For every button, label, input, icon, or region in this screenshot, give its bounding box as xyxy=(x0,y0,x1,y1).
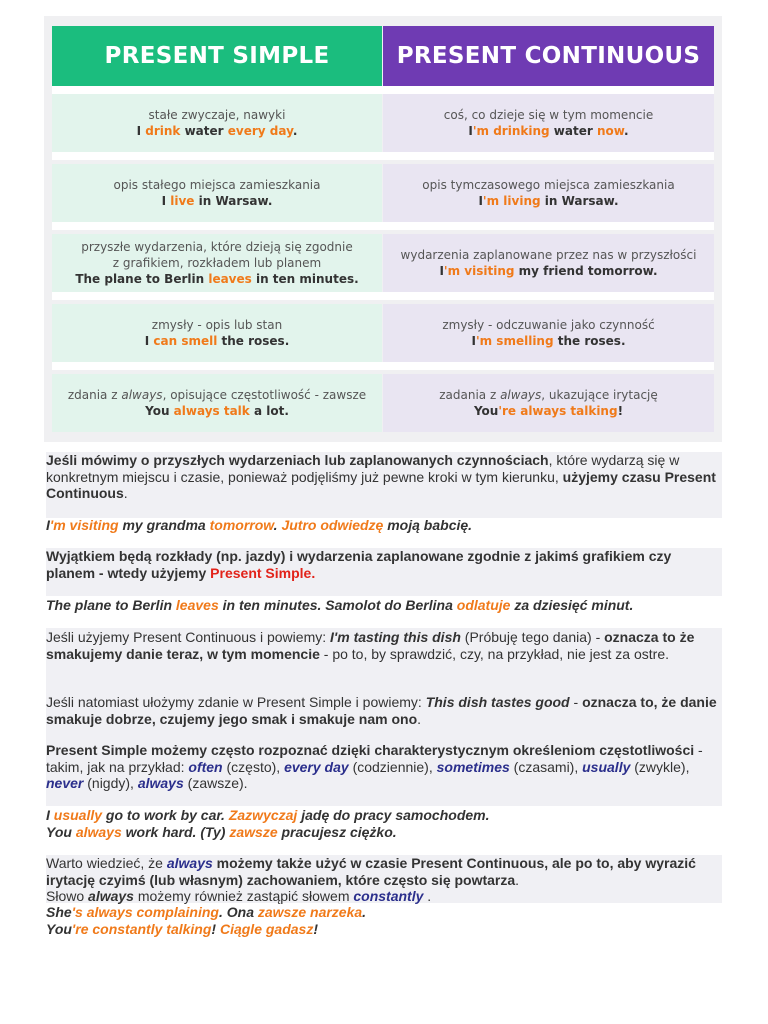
row-separator xyxy=(52,86,714,94)
cell-example: I drink water every day. xyxy=(136,124,298,138)
example-always: You always work hard. (Ty) zawsze pracujesz ciężko. xyxy=(46,823,397,840)
table-cell-continuous xyxy=(383,164,714,222)
cell-description: zadania z always, ukazujące irytację xyxy=(439,388,658,402)
example-plane-berlin: The plane to Berlin leaves in ten minutes. Samolot do Berlina odlatuje za dziesięć minut. xyxy=(46,597,634,613)
table-cell-continuous xyxy=(383,374,714,432)
example-complaining-talking xyxy=(46,904,722,937)
cell-example: I'm visiting my friend tomorrow. xyxy=(439,264,658,278)
tense-comparison-table xyxy=(44,16,722,442)
table-cell-simple xyxy=(52,164,382,222)
paragraph-frequency-adverbs: Present Simple możemy często rozpoznać dzięki charakterystycznym określeniom częstotliwości - takim, jak na przykład: often (często), every day (codziennie), sometimes (czasami), usually (zwykle), never (nigdy), always (zawsze). xyxy=(46,740,722,806)
example-usually-always xyxy=(46,807,722,840)
cell-example: I can smell the roses. xyxy=(144,334,290,348)
cell-description: opis stałego miejsca zamieszkania xyxy=(113,178,321,192)
table-cell-continuous xyxy=(383,234,714,292)
example-usually: I usually go to work by car. Zazwyczaj jadę do pracy samochodem. xyxy=(46,807,490,823)
cell-example: I'm smelling the roses. xyxy=(471,334,626,348)
cell-example: You're always talking! xyxy=(473,404,624,418)
paragraph-always-continuous: Warto wiedzieć, że always możemy także użyć w czasie Present Continuous, ale po to, aby wyrazić irytację czyimś (lub własnym) zachowaniem, które często się powtarza. Słowo always możemy również zastąpić słowem constantly . xyxy=(46,855,722,903)
cell-example: I'm drinking water now. xyxy=(468,124,629,138)
cell-example: You always talk a lot. xyxy=(145,404,289,418)
cell-example: I'm living in Warsaw. xyxy=(478,194,619,208)
paragraph-tasting-simple: Jeśli natomiast ułożymy zdanie w Present Simple i powiemy: This dish tastes good - oznacza to, że danie smakuje dobrze, czujemy jego smak i smakuje nam ono. xyxy=(46,680,722,740)
table-cell-simple xyxy=(52,304,382,362)
table-cell-simple xyxy=(52,94,382,152)
cell-description: zdania z always, opisujące częstotliwość - zawsze xyxy=(67,388,367,402)
present-simple-header: PRESENT SIMPLE xyxy=(52,26,382,86)
row-separator xyxy=(52,362,714,370)
cell-description-line2: z grafikiem, rozkładem lub planem xyxy=(112,256,322,270)
row-separator xyxy=(52,152,714,160)
paragraph-future-plans: Jeśli mówimy o przyszłych wydarzeniach lub zaplanowanych czynnościach, które wydarzą się w konkretnym miejscu i czasie, ponieważ podjęliśmy już pewne kroki w tym kierunku, użyjemy czasu Present Continuous. xyxy=(46,452,722,518)
example-complaining: She's always complaining. Ona zawsze narzeka. xyxy=(46,904,367,920)
example-talking: You're constantly talking! Ciągle gadasz! xyxy=(46,920,319,937)
cell-description: zmysły - odczuwanie jako czynność xyxy=(442,318,655,332)
cell-example: I live in Warsaw. xyxy=(161,194,273,208)
table-cell-simple xyxy=(52,374,382,432)
cell-description: wydarzenia zaplanowane przez nas w przyszłości xyxy=(400,248,697,262)
table-cell-simple xyxy=(52,234,382,292)
cell-description: zmysły - opis lub stan xyxy=(151,318,283,332)
cell-description: coś, co dzieje się w tym momencie xyxy=(443,108,654,122)
cell-description: opis tymczasowego miejsca zamieszkania xyxy=(422,178,675,192)
row-separator xyxy=(52,222,714,230)
cell-description: stałe zwyczaje, nawyki xyxy=(148,108,286,122)
table-cell-continuous xyxy=(383,304,714,362)
paragraph-timetables: Wyjątkiem będą rozkłady (np. jazdy) i wydarzenia zaplanowane zgodnie z jakimś grafikiem czy planem - wtedy użyjemy Present Simple. xyxy=(46,548,722,596)
present-continuous-header: PRESENT CONTINUOUS xyxy=(383,26,714,86)
table-cell-continuous xyxy=(383,94,714,152)
row-separator xyxy=(52,292,714,300)
paragraph-tasting-continuous: Jeśli użyjemy Present Continuous i powiemy: I'm tasting this dish (Próbuję tego dania) - oznacza to że smakujemy danie teraz, w tym momencie - po to, by sprawdzić, czy, na przykład, nie jest za ostre. xyxy=(46,628,722,681)
cell-example: The plane to Berlin leaves in ten minutes. xyxy=(75,272,359,286)
cell-description: przyszłe wydarzenia, które dzieją się zgodnie xyxy=(81,240,353,254)
example-visiting-grandma: I'm visiting my grandma tomorrow. Jutro odwiedzę moją babcię. xyxy=(46,517,473,533)
